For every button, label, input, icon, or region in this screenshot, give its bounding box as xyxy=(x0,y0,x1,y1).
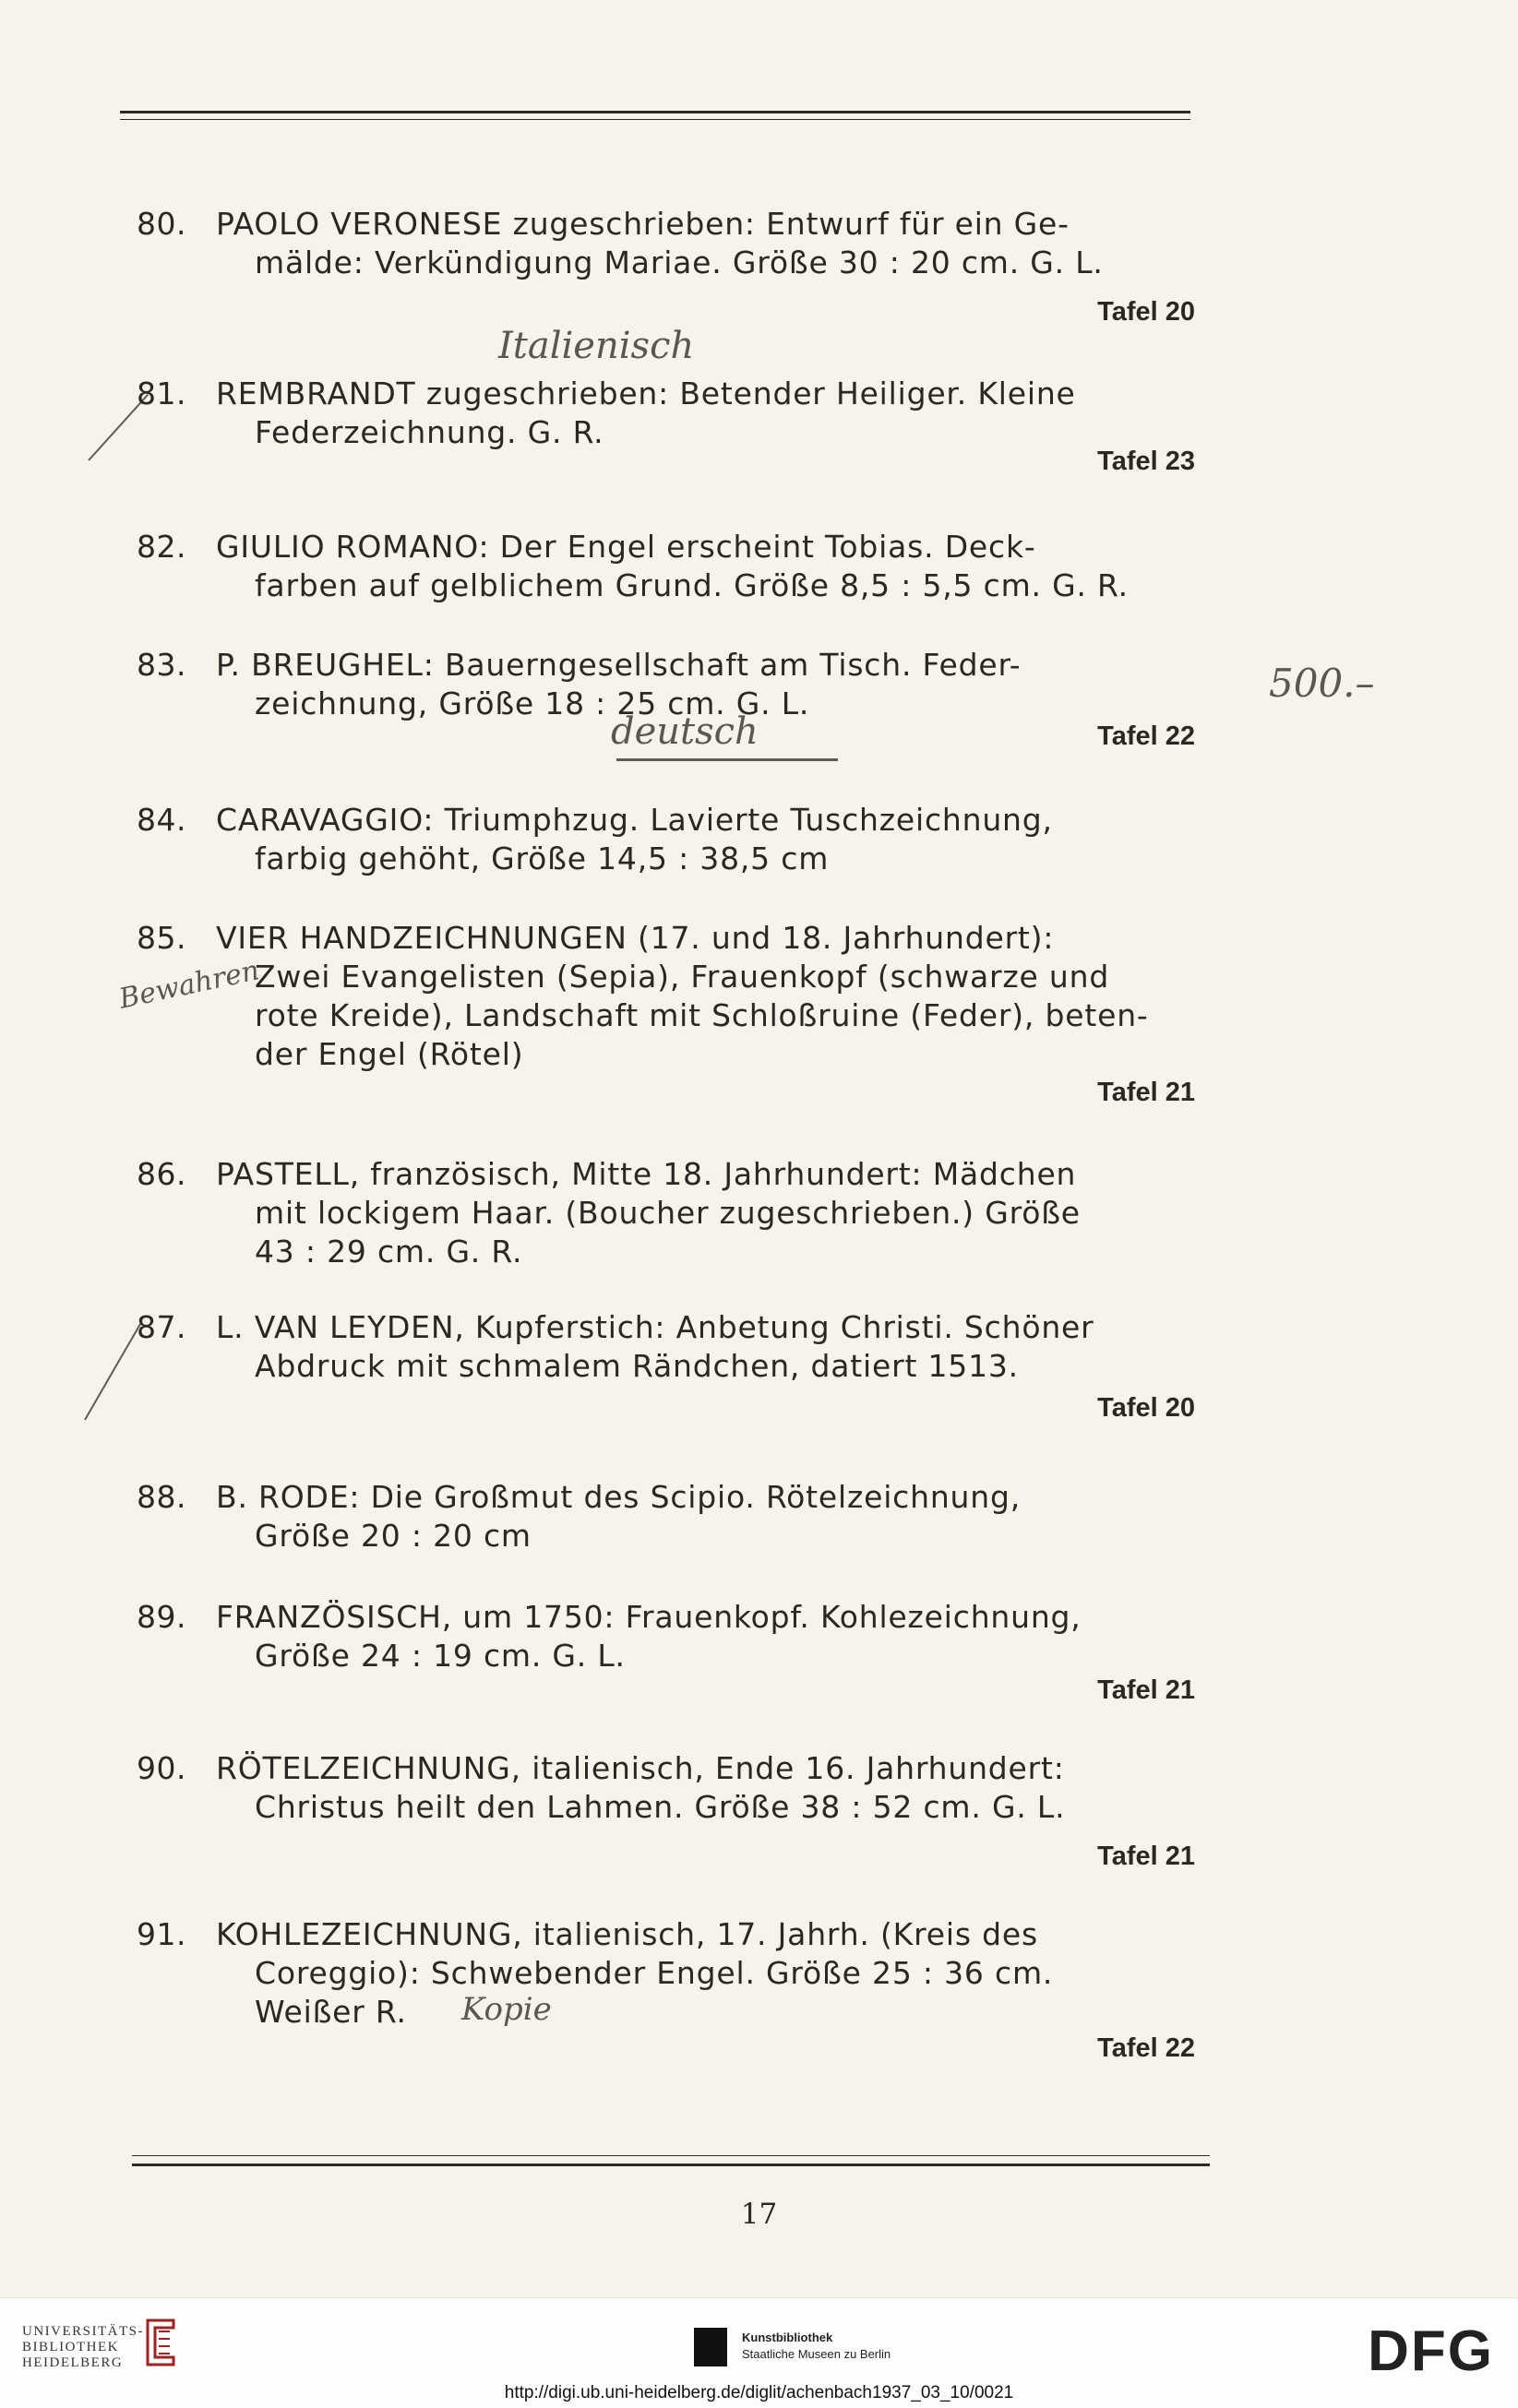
entry-number: 82. xyxy=(137,529,186,565)
entry-number: 88. xyxy=(137,1479,186,1515)
tafel-label: Tafel 20 xyxy=(1097,297,1195,327)
entry-line: mit lockigem Haar. (Boucher zugeschrieben.) Größe xyxy=(255,1195,1081,1231)
handwritten-price: 500.– xyxy=(1269,661,1375,706)
entry-number: 89. xyxy=(137,1599,186,1635)
entry-line: farbig gehöht, Größe 14,5 : 38,5 cm xyxy=(255,840,830,876)
bottom-rule-thin xyxy=(132,2155,1210,2156)
kunstbibliothek-title: Kunstbibliothek xyxy=(742,2331,833,2344)
entry-line: Coreggio): Schwebender Engel. Größe 25 : 36 cm. xyxy=(255,1955,1054,1991)
entry-line: Federzeichnung. G. R. xyxy=(255,414,604,450)
catalog-entry-82 xyxy=(137,528,1193,605)
entry-number: 87. xyxy=(137,1309,186,1345)
entry-line: REMBRANDT zugeschrieben: Betender Heiliger. Kleine xyxy=(216,376,1076,411)
entry-number: 84. xyxy=(137,802,186,838)
tafel-label: Tafel 20 xyxy=(1097,1393,1195,1423)
handwritten-annotation: Italienisch xyxy=(498,325,695,367)
entry-line: Zwei Evangelisten (Sepia), Frauenkopf (schwarze und xyxy=(255,959,1110,995)
entry-line: PASTELL, französisch, Mitte 18. Jahrhundert: Mädchen xyxy=(216,1156,1077,1192)
entry-line: FRANZÖSISCH, um 1750: Frauenkopf. Kohlezeichnung, xyxy=(216,1599,1082,1635)
tafel-label: Tafel 21 xyxy=(1097,1078,1195,1107)
entry-line: der Engel (Rötel) xyxy=(255,1036,524,1072)
catalog-entry-89 xyxy=(137,1598,1193,1675)
catalog-entry-88 xyxy=(137,1478,1193,1556)
university-line: BIBLIOTHEK xyxy=(22,2340,119,2354)
kunstbibliothek-logo-icon xyxy=(694,2328,727,2366)
university-line: HEIDELBERG xyxy=(22,2355,124,2370)
tafel-label: Tafel 22 xyxy=(1097,721,1195,751)
entry-line: Abdruck mit schmalem Rändchen, datiert 1513. xyxy=(255,1348,1019,1384)
entry-line: P. BREUGHEL: Bauerngesellschaft am Tisch. Feder- xyxy=(216,647,1022,683)
tafel-label: Tafel 21 xyxy=(1097,1675,1195,1705)
digitization-footer xyxy=(0,2297,1518,2408)
top-rule xyxy=(120,111,1190,113)
handwritten-underline xyxy=(616,758,838,761)
entry-line: farben auf gelblichem Grund. Größe 8,5 : 5,5 cm. G. R. xyxy=(255,567,1129,603)
kunstbibliothek-label xyxy=(742,2330,890,2363)
tafel-label: Tafel 22 xyxy=(1097,2033,1195,2063)
dfg-logo: DFG xyxy=(1368,2319,1494,2383)
page-number: 17 xyxy=(740,2198,778,2231)
entry-line: 43 : 29 cm. G. R. xyxy=(255,1234,523,1270)
permalink-url[interactable]: http://digi.ub.uni-heidelberg.de/diglit/achenbach1937_03_10/0021 xyxy=(504,2383,1014,2402)
catalog-entry-87 xyxy=(137,1308,1193,1386)
entry-number: 80. xyxy=(137,206,186,242)
handwritten-annotation: Kopie xyxy=(461,1991,552,2028)
catalog-entry-81 xyxy=(137,375,1193,452)
handwritten-annotation: deutsch xyxy=(611,710,759,753)
entry-number: 83. xyxy=(137,647,186,683)
entry-line: RÖTELZEICHNUNG, italienisch, Ende 16. Jahrhundert: xyxy=(216,1750,1065,1786)
handwritten-annotation: Bewahren xyxy=(116,954,263,1016)
university-library-logo-text xyxy=(22,2324,144,2371)
entry-line: Weißer R. xyxy=(255,1994,407,2030)
entry-number: 91. xyxy=(137,1916,186,1952)
catalog-entry-86 xyxy=(137,1155,1193,1271)
entry-line: KOHLEZEICHNUNG, italienisch, 17. Jahrh. (Kreis des xyxy=(216,1916,1038,1952)
entry-line: Christus heilt den Lahmen. Größe 38 : 52 cm. G. L. xyxy=(255,1789,1066,1825)
catalog-entry-91 xyxy=(137,1915,1193,2032)
entry-line: Größe 24 : 19 cm. G. L. xyxy=(255,1638,626,1674)
entry-number: 81. xyxy=(137,376,186,411)
catalog-entry-84 xyxy=(137,801,1193,878)
entry-line: rote Kreide), Landschaft mit Schloßruine (Feder), beten- xyxy=(255,997,1149,1033)
tafel-label: Tafel 23 xyxy=(1097,447,1195,476)
entry-line: Größe 20 : 20 cm xyxy=(255,1518,532,1554)
entry-number: 86. xyxy=(137,1156,186,1192)
entry-line: mälde: Verkündigung Mariae. Größe 30 : 20 cm. G. L. xyxy=(255,244,1104,280)
tafel-label: Tafel 21 xyxy=(1097,1842,1195,1871)
entry-line: GIULIO ROMANO: Der Engel erscheint Tobias. Deck- xyxy=(216,529,1036,565)
catalog-entry-80 xyxy=(137,205,1193,282)
entry-line: L. VAN LEYDEN, Kupferstich: Anbetung Christi. Schöner xyxy=(216,1309,1094,1345)
entry-number: 85. xyxy=(137,920,186,956)
kunstbibliothek-subtitle: Staatliche Museen zu Berlin xyxy=(742,2347,891,2361)
catalog-entry-90 xyxy=(137,1749,1193,1827)
top-rule-thin xyxy=(120,119,1190,120)
university-library-logo-icon xyxy=(140,2317,181,2368)
entry-line: B. RODE: Die Großmut des Scipio. Rötelzeichnung, xyxy=(216,1479,1022,1515)
bottom-rule xyxy=(132,2164,1210,2166)
entry-number: 90. xyxy=(137,1750,186,1786)
catalog-entry-85 xyxy=(137,919,1193,1074)
handwritten-checkmark xyxy=(84,1324,141,1421)
entry-line: CARAVAGGIO: Triumphzug. Lavierte Tuschzeichnung, xyxy=(216,802,1053,838)
university-line: UNIVERSITÄTS- xyxy=(22,2324,144,2339)
entry-line: VIER HANDZEICHNUNGEN (17. und 18. Jahrhundert): xyxy=(216,920,1055,956)
entry-line: PAOLO VERONESE zugeschrieben: Entwurf für ein Ge- xyxy=(216,206,1070,242)
entry-line: zeichnung, Größe 18 : 25 cm. G. L. xyxy=(255,685,810,721)
